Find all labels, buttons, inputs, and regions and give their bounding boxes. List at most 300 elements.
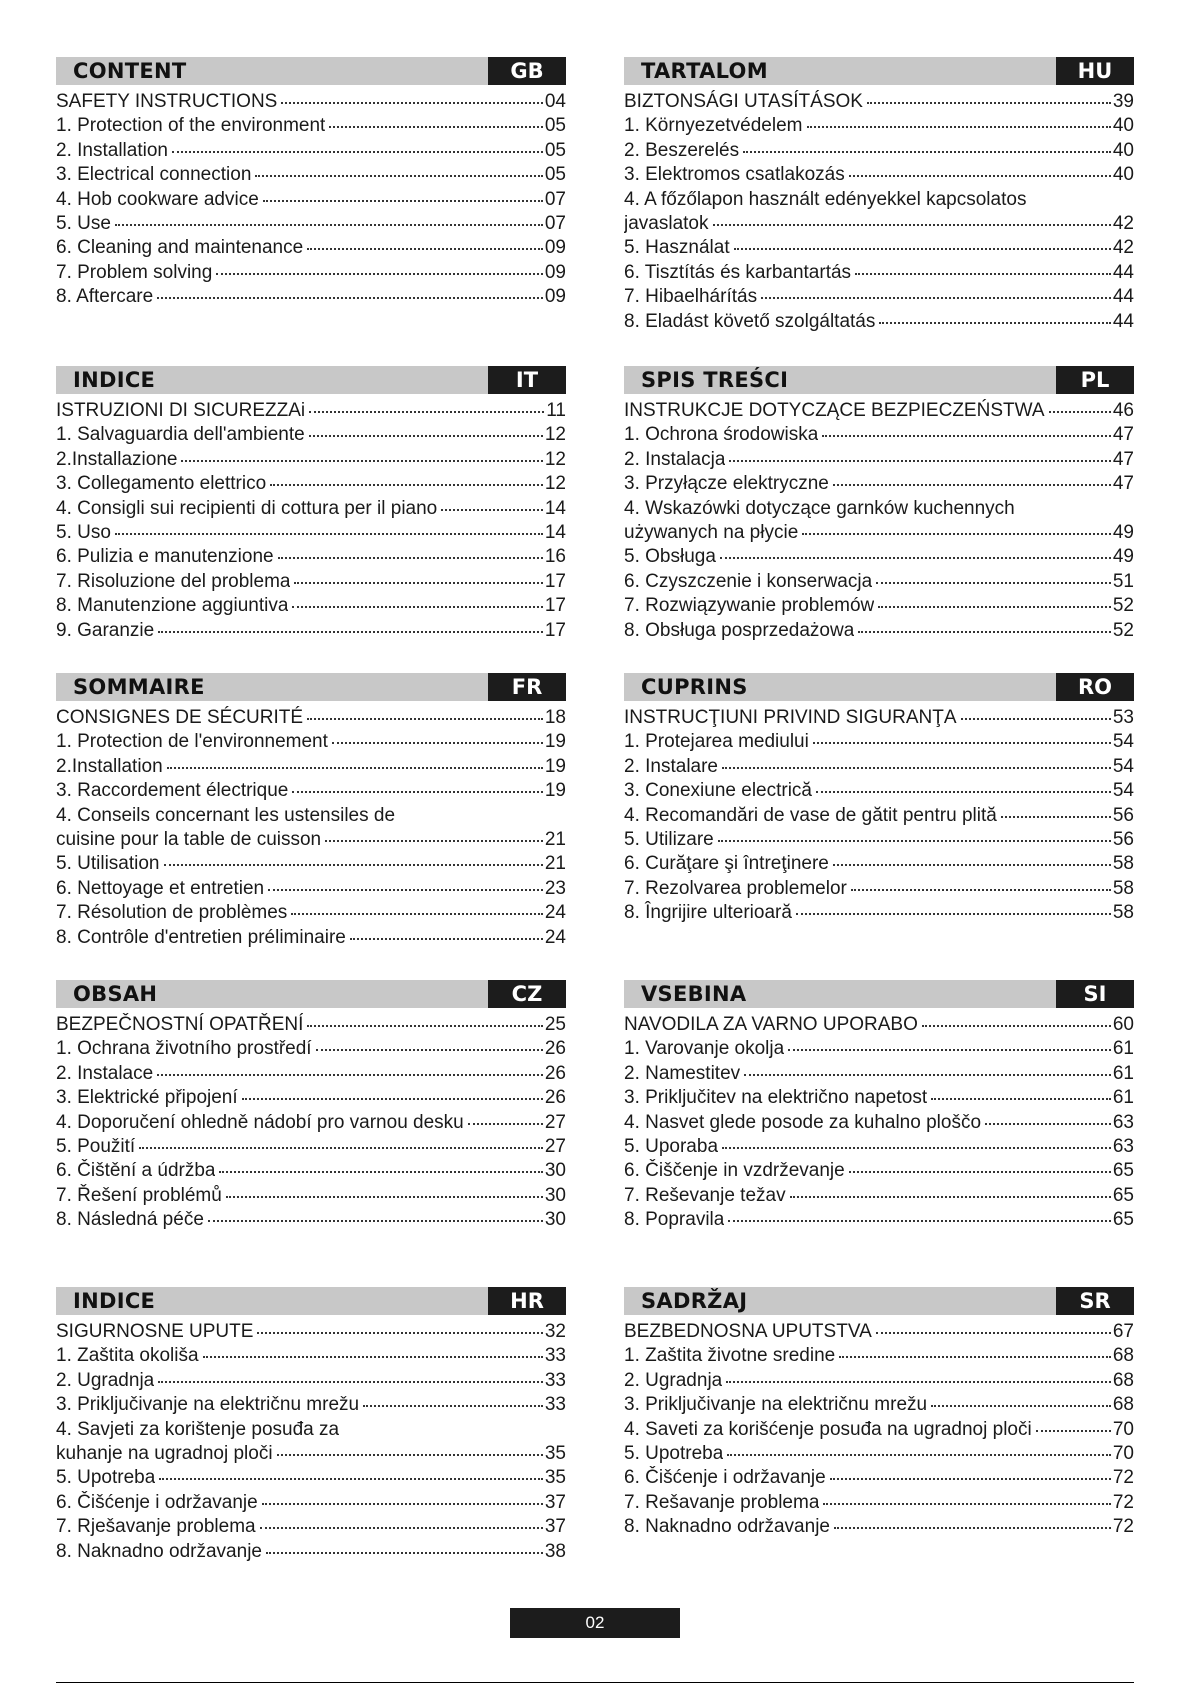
dot-leader <box>807 125 1111 128</box>
toc-entry-label: 6. Nettoyage et entretien <box>56 877 265 899</box>
toc-entry-label: 7. Risoluzione del problema <box>56 570 291 592</box>
toc-entry-page: 12 <box>544 424 566 446</box>
dot-leader <box>830 1477 1111 1480</box>
dot-leader <box>216 272 543 275</box>
toc-entry-page: 09 <box>544 237 566 259</box>
toc-entry-page: 32 <box>544 1321 566 1342</box>
toc-entry-label: 8. Îngrijire ulterioară <box>624 902 792 924</box>
toc-entry-page: 26 <box>544 1038 566 1060</box>
toc-entry-page: 14 <box>544 521 566 543</box>
dot-leader <box>329 125 543 128</box>
toc-entry-label: 4. Hob cookware advice <box>56 188 259 210</box>
toc-entry-label: 4. Recomandări de vase de gătit pentru plită <box>624 804 997 826</box>
toc-entry <box>624 570 1134 594</box>
toc-entry <box>56 1442 566 1466</box>
dot-leader <box>255 174 542 177</box>
toc-entry <box>624 1393 1134 1417</box>
toc-entry-label: 7. Rešavanje problema <box>624 1491 820 1513</box>
dot-leader <box>931 1404 1111 1407</box>
language-code-badge: RO <box>1056 673 1134 701</box>
dot-leader <box>281 101 543 104</box>
toc-entry-page: 44 <box>1112 310 1134 332</box>
toc-entry-label: NAVODILA ZA VARNO UPORABO <box>624 1014 918 1035</box>
toc-entry-label: 8. Naknadno održavanje <box>624 1516 830 1538</box>
toc-entry <box>624 594 1134 618</box>
toc-entry-page: 70 <box>1112 1442 1134 1464</box>
dot-leader <box>849 1170 1111 1173</box>
toc-entry-label: 1. Protection of the environment <box>56 115 326 137</box>
toc-entry-list <box>624 90 1134 334</box>
toc-entry <box>56 188 566 212</box>
toc-entry-page: 65 <box>1112 1209 1134 1231</box>
toc-entry <box>624 448 1134 472</box>
toc-entry-list <box>624 399 1134 643</box>
toc-entry-label: 8. Naknadno održavanje <box>56 1540 262 1562</box>
toc-entry <box>624 261 1134 285</box>
toc-entry-label: 6. Čišćenje i održavanje <box>56 1491 258 1513</box>
toc-entry-label: javaslatok <box>624 212 709 234</box>
toc-entry <box>624 1442 1134 1466</box>
section-title: INDICE <box>73 1289 156 1313</box>
toc-entry-page: 27 <box>544 1135 566 1157</box>
toc-entry-label: 4. Saveti za korišćenje posuđa na ugradnoj ploči <box>624 1418 1032 1440</box>
dot-leader <box>727 1453 1111 1456</box>
toc-entry-page: 37 <box>544 1491 566 1513</box>
toc-entry-label: 9. Garanzie <box>56 619 155 641</box>
toc-entry-label: 6. Cleaning and maintenance <box>56 237 304 259</box>
toc-entry <box>624 1344 1134 1368</box>
dot-leader <box>268 888 543 891</box>
toc-entry-page: 37 <box>544 1516 566 1538</box>
toc-entry-label: 2. Ugradnja <box>56 1369 155 1391</box>
toc-entry-page: 42 <box>1112 212 1134 234</box>
toc-entry-label: 6. Čiščenje in vzdrževanje <box>624 1160 845 1182</box>
dot-leader <box>922 1024 1111 1027</box>
toc-entry-page: 63 <box>1112 1135 1134 1157</box>
language-code-badge: FR <box>488 673 566 701</box>
toc-entry-label: 3. Conexiune electrică <box>624 780 812 802</box>
toc-entry-page: 19 <box>544 755 566 777</box>
toc-entry-label: 2. Instalacja <box>624 448 726 470</box>
toc-entry-label: 7. Rozwiązywanie problemów <box>624 595 875 617</box>
language-code-badge: IT <box>488 366 566 394</box>
toc-entry-label: BIZTONSÁGI UTASÍTÁSOK <box>624 91 863 112</box>
toc-entry-page: 33 <box>544 1345 566 1367</box>
toc-entry-page: 51 <box>1112 570 1134 592</box>
toc-section-hu <box>624 57 1134 334</box>
toc-entry-label: kuhanje na ugradnoj ploči <box>56 1442 273 1464</box>
section-title: CUPRINS <box>641 675 748 699</box>
dot-leader <box>839 1355 1111 1358</box>
section-header <box>56 673 566 701</box>
toc-entry-label: 3. Elektrické připojení <box>56 1087 238 1109</box>
toc-entry-label: 7. Hibaelhárítás <box>624 286 758 308</box>
section-title: SOMMAIRE <box>73 675 205 699</box>
toc-entry-label: 3. Collegamento elettrico <box>56 473 267 495</box>
toc-entry-page: 52 <box>1112 595 1134 617</box>
toc-entry-label: 2. Instalare <box>624 755 718 777</box>
toc-entry-page: 49 <box>1112 521 1134 543</box>
toc-entry-page: 72 <box>1112 1467 1134 1489</box>
toc-entry <box>56 1515 566 1539</box>
toc-entry-page: 47 <box>1112 424 1134 446</box>
toc-entry <box>56 114 566 138</box>
toc-entry-label: 2.Installation <box>56 755 163 777</box>
toc-entry-label: 4. A főzőlapon használt edényekkel kapcsolatos <box>624 188 1027 210</box>
toc-entry <box>624 310 1134 334</box>
toc-entry <box>624 1037 1134 1061</box>
dot-leader <box>203 1355 543 1358</box>
bottom-rule <box>56 1682 1134 1683</box>
toc-entry <box>624 139 1134 163</box>
toc-entry <box>624 730 1134 754</box>
toc-entry-page: 27 <box>544 1111 566 1133</box>
toc-entry-label: 5. Použití <box>56 1135 136 1157</box>
dot-leader <box>761 296 1111 299</box>
toc-entry <box>56 261 566 285</box>
toc-entry-page: 17 <box>544 619 566 641</box>
dot-leader <box>822 434 1111 437</box>
toc-entry-page: 42 <box>1112 237 1134 259</box>
toc-entry <box>56 706 566 730</box>
dot-leader <box>796 912 1111 915</box>
toc-entry-label: ISTRUZIONI DI SICUREZZAi <box>56 400 306 421</box>
toc-entry-page: 35 <box>544 1442 566 1464</box>
dot-leader <box>985 1122 1111 1125</box>
toc-entry-label: 5. Upotreba <box>56 1467 156 1489</box>
toc-entry-label: 2. Beszerelés <box>624 139 740 161</box>
dot-leader <box>816 790 1111 793</box>
toc-entry <box>56 1159 566 1183</box>
language-code-badge: SR <box>1056 1287 1134 1315</box>
dot-leader <box>158 1380 543 1383</box>
toc-entry <box>56 448 566 472</box>
toc-entry <box>624 521 1134 545</box>
toc-section-pl <box>624 366 1134 643</box>
toc-entry <box>56 399 566 423</box>
toc-entry-list <box>56 1013 566 1233</box>
language-code-badge: PL <box>1056 366 1134 394</box>
toc-entry-page: 16 <box>544 546 566 568</box>
toc-entry-page: 04 <box>544 91 566 112</box>
toc-entry-label: 5. Upotreba <box>624 1442 724 1464</box>
toc-entry-label: cuisine pour la table de cuisson <box>56 828 322 850</box>
toc-entry-page: 40 <box>1112 139 1134 161</box>
section-title: OBSAH <box>73 982 158 1006</box>
toc-entry-page: 40 <box>1112 164 1134 186</box>
dot-leader <box>878 605 1111 608</box>
toc-entry-page: 68 <box>1112 1345 1134 1367</box>
toc-entry-label: 8. Manutenzione aggiuntiva <box>56 595 289 617</box>
toc-entry <box>624 114 1134 138</box>
dot-leader <box>316 1048 543 1051</box>
toc-entry-list <box>624 1320 1134 1540</box>
dot-leader <box>713 223 1111 226</box>
toc-entry-label: 4. Nasvet glede posode za kuhalno ploščo <box>624 1111 982 1133</box>
toc-entry-label: 5. Utilisation <box>56 853 160 875</box>
dot-leader <box>1001 815 1111 818</box>
toc-entry-label: 8. Eladást követő szolgáltatás <box>624 310 876 332</box>
toc-entry <box>624 1159 1134 1183</box>
toc-entry-page: 47 <box>1112 473 1134 495</box>
dot-leader <box>242 1097 543 1100</box>
toc-entry-page: 39 <box>1112 91 1134 112</box>
toc-entry-page: 70 <box>1112 1418 1134 1440</box>
dot-leader <box>307 247 543 250</box>
toc-entry-page: 35 <box>544 1467 566 1489</box>
dot-leader <box>858 630 1111 633</box>
toc-entry-list <box>56 90 566 310</box>
toc-entry-label: 7. Résolution de problèmes <box>56 902 288 924</box>
section-title: TARTALOM <box>641 59 768 83</box>
toc-entry-label: 6. Tisztítás és karbantartás <box>624 261 852 283</box>
toc-entry-label: 1. Protection de l'environnement <box>56 731 328 753</box>
dot-leader <box>441 508 543 511</box>
toc-entry <box>56 139 566 163</box>
toc-entry-label: 7. Řešení problémů <box>56 1184 222 1206</box>
dot-leader <box>307 1024 542 1027</box>
toc-entry-label: SIGURNOSNE UPUTE <box>56 1321 254 1342</box>
toc-entry-page: 30 <box>544 1160 566 1182</box>
toc-entry-label: 3. Electrical connection <box>56 164 252 186</box>
toc-entry <box>624 1013 1134 1037</box>
toc-entry <box>56 521 566 545</box>
toc-section-hr <box>56 1287 566 1564</box>
toc-entry-page: 61 <box>1112 1062 1134 1084</box>
dot-leader <box>876 581 1111 584</box>
language-code-badge: CZ <box>488 980 566 1008</box>
dot-leader <box>260 1526 543 1529</box>
toc-entry <box>56 901 566 925</box>
dot-leader <box>157 296 543 299</box>
dot-leader <box>270 483 543 486</box>
toc-entry <box>624 212 1134 236</box>
toc-entry <box>56 497 566 521</box>
toc-entry <box>56 1344 566 1368</box>
toc-entry <box>624 1111 1134 1135</box>
toc-entry <box>56 828 566 852</box>
toc-entry-page: 65 <box>1112 1184 1134 1206</box>
dot-leader <box>309 434 543 437</box>
toc-entry-label: 2. Namestitev <box>624 1062 741 1084</box>
toc-entry-page: 09 <box>544 286 566 308</box>
dot-leader <box>277 1453 543 1456</box>
toc-entry <box>56 1466 566 1490</box>
toc-entry <box>624 1062 1134 1086</box>
toc-entry-page: 33 <box>544 1394 566 1416</box>
toc-entry-label: 2. Instalace <box>56 1062 154 1084</box>
toc-entry-page: 05 <box>544 164 566 186</box>
toc-entry <box>56 926 566 950</box>
toc-entry <box>56 1393 566 1417</box>
toc-entry-label: 1. Ochrona środowiska <box>624 424 819 446</box>
toc-entry <box>56 570 566 594</box>
toc-entry-label: INSTRUKCJE DOTYCZĄCE BEZPIECZEŃSTWA <box>624 400 1045 421</box>
dot-leader <box>157 1073 543 1076</box>
dot-leader <box>468 1122 543 1125</box>
toc-entry-page: 44 <box>1112 261 1134 283</box>
toc-entry-page: 12 <box>544 473 566 495</box>
toc-entry-label: 8. Popravila <box>624 1209 725 1231</box>
dot-leader <box>720 556 1111 559</box>
toc-entry-label: 5. Utilizare <box>624 828 714 850</box>
dot-leader <box>1036 1429 1111 1432</box>
toc-entry-label: 1. Varovanje okolja <box>624 1038 785 1060</box>
toc-entry <box>56 1369 566 1393</box>
toc-entry-list <box>624 1013 1134 1233</box>
toc-entry-label: 1. Zaštita okoliša <box>56 1345 199 1367</box>
toc-entry <box>624 877 1134 901</box>
toc-entry-page: 54 <box>1112 755 1134 777</box>
toc-entry-label: 3. Priključivanje na električnu mrežu <box>624 1394 928 1416</box>
toc-entry-page: 11 <box>546 400 566 421</box>
toc-entry-page: 12 <box>544 448 566 470</box>
toc-entry <box>56 212 566 236</box>
toc-entry-page: 05 <box>544 115 566 137</box>
toc-entry <box>56 852 566 876</box>
dot-leader <box>834 1526 1111 1529</box>
toc-entry-label: BEZBEDNOSNA UPUTSTVA <box>624 1321 872 1342</box>
toc-entry <box>624 1135 1134 1159</box>
dot-leader <box>833 483 1111 486</box>
toc-section-ro <box>624 673 1134 926</box>
toc-entry-page: 54 <box>1112 731 1134 753</box>
language-code-badge: HR <box>488 1287 566 1315</box>
toc-entry-label: 4. Doporučení ohledně nádobí pro varnou desku <box>56 1111 464 1133</box>
toc-entry-page: 58 <box>1112 853 1134 875</box>
toc-entry-page: 24 <box>544 926 566 948</box>
toc-entry-page: 05 <box>544 139 566 161</box>
dot-leader <box>790 1195 1111 1198</box>
toc-entry-list <box>56 1320 566 1564</box>
dot-leader <box>172 150 543 153</box>
toc-entry-label: 1. Ochrana životního prostředí <box>56 1038 312 1060</box>
toc-entry <box>56 472 566 496</box>
section-header <box>56 980 566 1008</box>
dot-leader <box>219 1170 542 1173</box>
toc-entry-list <box>56 706 566 950</box>
toc-entry-page: 72 <box>1112 1516 1134 1538</box>
dot-leader <box>743 150 1111 153</box>
section-title: VSEBINA <box>641 982 747 1006</box>
section-header <box>624 1287 1134 1315</box>
dot-leader <box>263 199 543 202</box>
dot-leader <box>833 863 1111 866</box>
toc-entry-page: 14 <box>544 497 566 519</box>
toc-entry-label: 1. Salvaguardia dell'ambiente <box>56 424 305 446</box>
dot-leader <box>164 863 543 866</box>
toc-entry-label: 2. Installation <box>56 139 168 161</box>
dot-leader <box>1049 410 1111 413</box>
toc-entry-label: używanych na płycie <box>624 521 799 543</box>
section-title: SPIS TREŚCI <box>641 368 789 392</box>
toc-entry-page: 33 <box>544 1369 566 1391</box>
toc-entry <box>56 1037 566 1061</box>
toc-entry-label: 8. Následná péče <box>56 1209 204 1231</box>
toc-entry-label: CONSIGNES DE SÉCURITÉ <box>56 707 304 728</box>
toc-entry-page: 38 <box>544 1540 566 1562</box>
toc-entry-page: 30 <box>544 1209 566 1231</box>
toc-entry-page: 25 <box>544 1014 566 1035</box>
toc-section-sr <box>624 1287 1134 1540</box>
toc-entry-page: 72 <box>1112 1491 1134 1513</box>
toc-entry-label: 8. Contrôle d'entretien préliminaire <box>56 926 346 948</box>
toc-entry-label: 4. Wskazówki dotyczące garnków kuchennych <box>624 497 1015 519</box>
toc-entry-label: 7. Rezolvarea problemelor <box>624 877 847 899</box>
dot-leader <box>115 532 543 535</box>
toc-entry-label: 7. Problem solving <box>56 261 213 283</box>
toc-entry-label: 4. Conseils concernant les ustensiles de <box>56 804 396 826</box>
toc-entry <box>56 423 566 447</box>
toc-entry-label: 7. Rješavanje problema <box>56 1516 256 1538</box>
dot-leader <box>855 272 1111 275</box>
toc-entry <box>624 706 1134 730</box>
section-header <box>56 366 566 394</box>
toc-entry-label: 1. Környezetvédelem <box>624 115 803 137</box>
language-code-badge: SI <box>1056 980 1134 1008</box>
toc-section-it <box>56 366 566 643</box>
dot-leader <box>332 741 543 744</box>
toc-entry <box>624 236 1134 260</box>
toc-entry-label: 6. Čištění a údržba <box>56 1160 216 1182</box>
dot-leader <box>307 717 543 720</box>
section-title: INDICE <box>73 368 156 392</box>
toc-entry <box>624 1515 1134 1539</box>
dot-leader <box>961 717 1111 720</box>
toc-entry-label: 4. Savjeti za korištenje posuđa za <box>56 1418 340 1440</box>
toc-entry-page: 47 <box>1112 448 1134 470</box>
dot-leader <box>262 1502 543 1505</box>
toc-entry <box>56 1208 566 1232</box>
toc-entry <box>56 619 566 643</box>
toc-entry-label: 8. Aftercare <box>56 286 154 308</box>
toc-entry-label: 2.Installazione <box>56 448 178 470</box>
toc-entry-label: INSTRUCŢIUNI PRIVIND SIGURANŢA <box>624 707 957 728</box>
toc-section-cz <box>56 980 566 1233</box>
toc-entry <box>624 472 1134 496</box>
toc-entry <box>624 285 1134 309</box>
toc-entry-page: 61 <box>1112 1087 1134 1109</box>
dot-leader <box>291 912 543 915</box>
toc-entry-page: 07 <box>544 212 566 234</box>
dot-leader <box>849 174 1111 177</box>
section-header <box>624 673 1134 701</box>
dot-leader <box>879 321 1110 324</box>
dot-leader <box>744 1073 1111 1076</box>
toc-entry-page: 30 <box>544 1184 566 1206</box>
toc-entry <box>56 594 566 618</box>
toc-entry <box>624 1208 1134 1232</box>
toc-entry-page: 09 <box>544 261 566 283</box>
toc-entry <box>56 1540 566 1564</box>
toc-entry-page: 58 <box>1112 902 1134 924</box>
toc-entry <box>624 755 1134 779</box>
toc-entry-page: 61 <box>1112 1038 1134 1060</box>
section-header <box>56 57 566 85</box>
toc-entry <box>624 1466 1134 1490</box>
dot-leader <box>115 223 543 226</box>
toc-entry <box>624 163 1134 187</box>
toc-entry-page: 44 <box>1112 286 1134 308</box>
toc-entry <box>56 804 566 828</box>
dot-leader <box>257 1331 542 1334</box>
toc-entry-label: 5. Use <box>56 212 111 234</box>
toc-entry-label: 3. Elektromos csatlakozás <box>624 164 845 186</box>
dot-leader <box>139 1146 543 1149</box>
toc-entry-label: 8. Obsługa posprzedażowa <box>624 619 855 641</box>
toc-entry-page: 24 <box>544 902 566 924</box>
toc-section-gb <box>56 57 566 310</box>
